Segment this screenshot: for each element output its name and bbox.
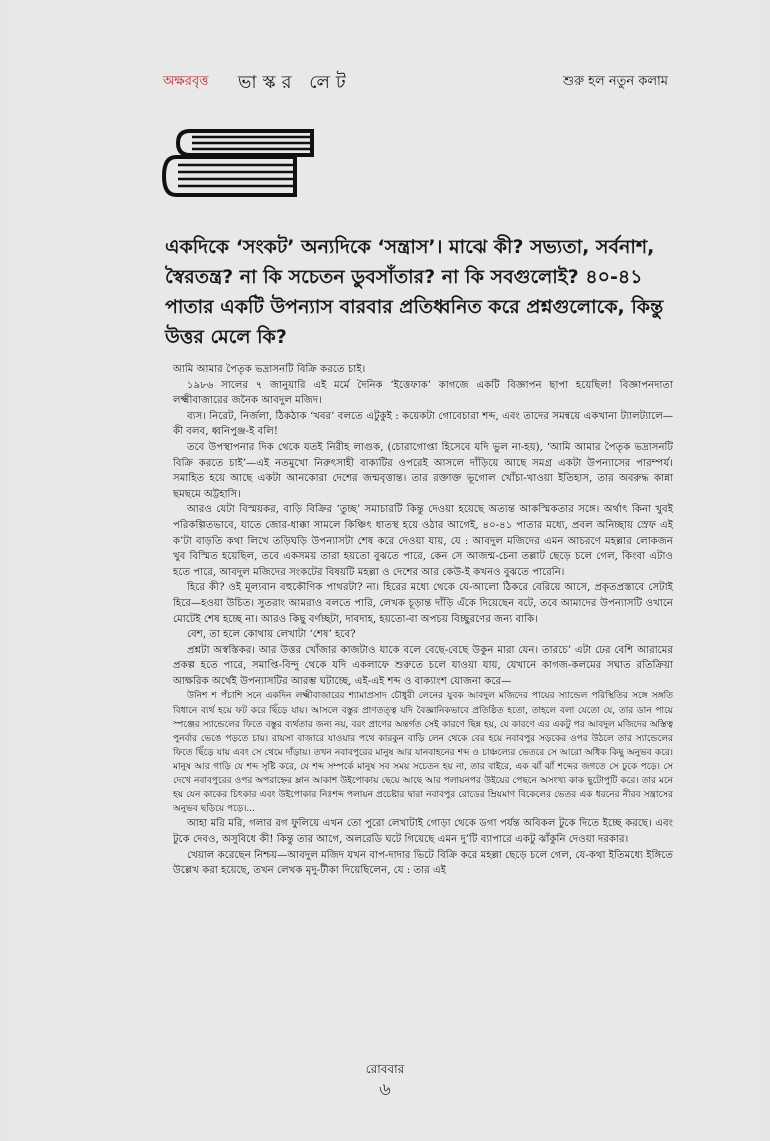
publication-name: রোববার	[365, 1062, 405, 1076]
quoted-excerpt: উনিশ শ পঁচাশি সনে একদিন লক্ষ্মীবাজারের শ্যামাপ্রসাদ চৌধুরী লেনের যুবক আবদুল মজিদের পায়ের স্যান্ডেল পরিস্থিতির সঙ্গে সঙ্গতি বিধানে ব্যর্থ হয়ে ফট করে ছিঁড়ে যায়। আসলে বস্তুর প্রাণতত্ত্ব যদি বৈজ্ঞানিকভাবে প্রতিষ্ঠিত হতো, তাহলে বলা যেতো যে, তার ডান পায়ে স্পঞ্জের স্যান্ডেলের ফিতে বস্তুর ব্যর্থতার জন্য নয়, বরং প্রাণের অন্তর্গত সেই কারণে ছিন্ন হয়, যে কারণে এর একটু পর আবদুল মজিদের অস্তিত্ব পুনর্বার ভেঙে পড়তে চায়। রায়সা বাজারে যাওয়ার পথে কারকুন বাড়ি লেন থেকে বের হয়ে নবাবপুর সড়কের ওপর উঠলে তার স্যান্ডেলের ফিতে ছিঁড়ে যায় এবং সে থেমে দাঁড়ায়। তখন নবাবপুরের মানুষ আর যানবাহনের শব্দ ও চাঞ্চল্যের ভেতরে সে আরো অধিক কিছু অনুভব করে। মানুষ আর গাড়ি যে শব্দ সৃষ্টি করে, যে শব্দ সম্পর্কে মানুষ সব সময় সচেতন হয় না, তার বাইরে, এক ঝাঁ ঝাঁ শব্দের জগতে সে ঢুকে পড়ে। সে দেখে নবাবপুরের ওপর অপরাহ্নের ম্লান আকাশ উইপোকায় ছেয়ে আছে আর পলায়নপর উইয়ের পেছনে অসংখ্য কাক ছুটোপুটি করে। তার মনে হয় যেন কাকের চিৎকার এবং উইপোকার নিঃশব্দ পলায়ন প্রচেষ্টার দ্বারা নবাবপুর রোডের ম্রিয়মাণ বিকেলের ভেতর এক ধরনের নীরব সন্ত্রাসের অনুভব ছড়িয়ে পড়ে।...	[173, 691, 673, 815]
page-number: ৬	[379, 1079, 391, 1100]
paragraph: বেশ, তা হলে কোথায় লেখাটা ‘শেষ’ হবে?	[187, 629, 356, 641]
paragraph: ১৯৮৬ সালের ৭ জানুয়ারি এই মর্মে দৈনিক ‘ইত্তেফাক’ কাগজে একটি বিজ্ঞাপন ছাপা হয়েছিল! বিজ্ঞাপনদাতা লক্ষ্মীবাজারের জনৈক আবদুল মজিদ।	[173, 379, 673, 407]
headline: একদিকে ‘সংকট’ অন্যদিকে ‘সন্ত্রাস’। মাঝে কী? সভ্যতা, সর্বনাশ, স্বৈরতন্ত্র? না কি সচেতন ডুবসাঁতার? না কি সবগুলোই? ৪০-৪১ পাতার একটি উপন্যাস বারবার প্রতিধ্বনিত করে প্রশ্নগুলোকে, কিন্তু উত্তর মেলে কি?	[165, 236, 664, 348]
column-header	[163, 68, 668, 94]
series-label: শুরু হল নতুন কলাম	[562, 74, 668, 89]
paragraph: হিরে কী? ওই মূল্যবান বহুকৌণিক পাথরটা? না। হিরের মধ্যে থেকে যে-আলো ঠিকরে বেরিয়ে আসে, প্রকৃতপ্রস্তাবে সেটাই হিরে—হওয়া উচিত। সুতরাং আমরাও বলতে পারি, লেখক চূড়ান্ত দাঁড়ি এঁকে দিয়েছেন বটে, তবে আমাদের উপন্যাসটি ওখানে মোটেই শেষ হচ্ছে না। আরও কিছু বর্ণচ্ছটা, দাবদাহ, হয়তো-বা অপচয় বিচ্ছুরণের জন্য বাকি।	[173, 582, 673, 625]
paragraph: প্রশ্নটা অস্বস্তিকর। আর উত্তর খোঁজার কাজটাও যাকে বলে বেছে-বেছে উকুন মারা যেন। তারচে’ এটা ঢের বেশি আরামের প্রকল্প হতে পারে, সমাপ্তি-বিন্দু থেকে যদি একলাফে শুরুতে চলে যাওয়া যায়, যেখানে কাগজ-কলমের সঘাত রতিক্রিয়া আক্ষরিক অর্থেই উপন্যাসটির আরম্ভ ঘটাচ্ছে, এই-এই শব্দ ও বাক্যাংশ যোজনা করে—	[173, 644, 673, 687]
paragraph: খেয়াল করেছেন নিশ্চয়—আবদুল মজিদ যখন বাপ-দাদার ভিটে বিক্রি করে মহল্লা ছেড়ে চলে গেল, যে-কথা ইতিমধ্যে ইঙ্গিতে উল্লেখ করা হয়েছে, তখন লেখক মৃদু-টীকা দিয়েছিলেন, যে : তার এই	[173, 849, 673, 877]
article-body	[173, 362, 673, 879]
section-label: অক্ষরবৃত্ত	[163, 74, 209, 89]
paragraph: তবে উপস্থাপনার দিক থেকে যতই নিরীহ লাগুক, (চোরাগোপ্তা হিসেবে যদি ভুল না-হয়), ‘আমি আমার পৈতৃক ভদ্রাসনটি বিক্রি করতে চাই’—এই নতমুখো নিরুৎসাহী বাক্যটির ওপরেই আসলে দাঁড়িয়ে আছে সমগ্র একটা উপন্যাসের পারম্পর্য। সমাহিত হয়ে আছে একটা আনকোরা দেশের জন্মবৃত্তান্ত। তার রক্তাক্ত ভূগোল খোঁচা-খাওয়া ইতিহাস, তার অবরুদ্ধ কান্না ছমছমে অট্টহাসি।	[173, 441, 673, 500]
books-icon	[160, 125, 315, 200]
paragraph: আহা মরি মরি, গলার রগ ফুলিয়ে এখন তো পুরো লেখাটাই গোড়া থেকে ডগা পর্যন্ত অবিকল টুকে দিতে ইচ্ছে করছে। এবং টুকে দেবও, অসুবিধে কী! কিন্তু তার আগে, অলরেডি ঘটে গিয়েছে এমন দু’টি ব্যাপারে একটু ঝাঁকুনি দেওয়া দরকার।	[173, 818, 673, 845]
paragraph: আরও যেটা বিস্ময়কর, বাড়ি বিক্রির ‘তুচ্ছ’ সমাচারটি কিন্তু দেওয়া হয়েছে অত্যন্ত আকস্মিকতার সঙ্গে। অর্থাৎ কিনা খুবই পরিকল্পিতভাবে, যাতে জোর-ধাক্কা সামলে কিঞ্চিৎ ধাতস্থ হয়ে ওঠার আগেই, ৪০-৪১ পাতার মধ্যে, প্রবল অনিচ্ছায় স্রেফ এই ক’টা বাড়তি কথা লিখে তড়িঘড়ি উপন্যাসটা শেষ করে দেওয়া যায়, যে : আবদুল মজিদের এমন আচরণে মহল্লার লোকজন খুব বিস্মিত হয়েছিল, তবে একসময় তারা হয়তো বুঝতে পারে, কেন সে আজন্ম-চেনা তল্লাট ছেড়ে চলে গেল, কিংবা এটাও হতে পারে, আবদুল মজিদের সংকটের বিষয়টি মহল্লা ও দেশের আর কেউ-ই কখনও বুঝতে পারেনি।	[173, 504, 673, 578]
paragraph: আমি আমার পৈতৃক ভদ্রাসনটি বিক্রি করতে চাই।	[173, 364, 366, 375]
paragraph: ব্যস। নিরেট, নির্জলা, ঠিকঠাক ‘খবর’ বলতে এটুকুই : কয়েকটা গোবেচারা শব্দ, এবং তাদের সমন্বয়ে একখানা ট্যালট্যালে—কী বলব, ধ্বনিপুঞ্জ-ই বলি!	[173, 410, 673, 438]
author-name: ভাস্কর লেট	[238, 72, 352, 93]
